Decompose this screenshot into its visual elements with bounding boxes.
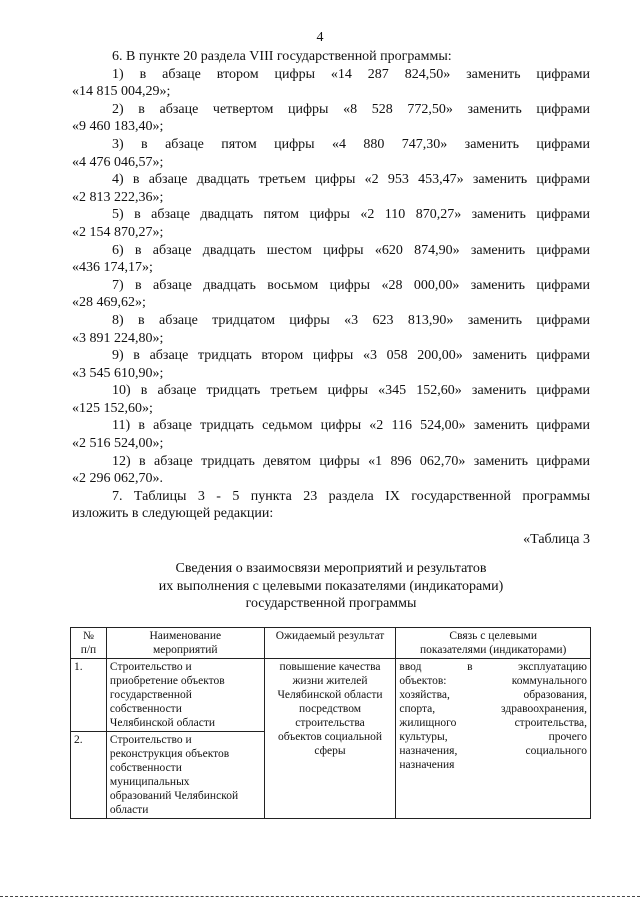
row-number: 1. [71,659,107,732]
paragraph: 9) в абзаце тридцать втором цифры «3 058 200,00» заменить цифрами [112,348,590,364]
document-body [72,48,590,549]
paragraph: 1) в абзаце втором цифры «14 287 824,50» заменить цифрами [112,66,590,82]
paragraph: 10) в абзаце тридцать третьем цифры «345 152,60» заменить цифрами [112,383,590,399]
table-row [71,659,591,732]
header-indicators-link: Связь с целевыми показателями (индикаторами) [396,628,591,659]
paragraph: 3) в абзаце пятом цифры «4 880 747,30» заменить цифрами [112,136,590,152]
paragraph: «4 476 046,57»; [72,154,164,170]
table-header-row [71,628,591,659]
paragraph: 2) в абзаце четвертом цифры «8 528 772,50» заменить цифрами [112,101,590,117]
paragraph: 8) в абзаце тридцатом цифры «3 623 813,90» заменить цифрами [112,312,590,328]
paragraph: 6) в абзаце двадцать шестом цифры «620 874,90» заменить цифрами [112,242,590,258]
table-title: Сведения о взаимосвязи мероприятий и результатов их выполнения с целевыми показателями (индикаторами) государственной программы [158,561,504,611]
paragraph: «2 516 524,00»; [72,436,164,452]
paragraph: «2 813 222,36»; [72,189,164,205]
header-number: № п/п [71,628,107,659]
paragraph: «3 891 224,80»; [72,330,164,346]
header-measure-name: Наименование мероприятий [106,628,264,659]
paragraph: «28 469,62»; [72,295,146,311]
paragraph: 4) в абзаце двадцать третьем цифры «2 953 453,47» заменить цифрами [112,172,590,188]
paragraph: «3 545 610,90»; [72,365,164,381]
paragraph: 11) в абзаце тридцать седьмом цифры «2 116 524,00» заменить цифрами [112,418,590,434]
paragraph: «2 296 062,70». [72,471,163,487]
indicators-link-cell: ввод в эксплуатацию объектов: коммунального хозяйства, образования, спорта, здравоохранения, жилищного строительства, культуры, прочего назначения, социального назначения [396,659,591,819]
paragraph: изложить в следующей редакции: [72,506,274,522]
page-bottom-divider [0,896,640,897]
page-number: 4 [316,30,324,45]
paragraph: 7. Таблицы 3 - 5 пункта 23 раздела IX государственной программы [112,488,590,504]
paragraph: 6. В пункте 20 раздела VIII государственной программы: [112,49,452,64]
paragraph: 5) в абзаце двадцать пятом цифры «2 110 870,27» заменить цифрами [112,207,590,223]
row-number: 2. [71,732,107,819]
paragraph: «125 152,60»; [72,400,153,416]
measures-table [70,627,591,819]
paragraph: «9 460 183,40»; [72,119,164,135]
measure-name: Строительство и реконструкция объектов собственности муниципальных образований Челябинской области [106,732,264,819]
header-expected-result: Ожидаемый результат [264,628,396,659]
measure-name: Строительство и приобретение объектов государственной собственности Челябинской области [106,659,264,732]
paragraph: «14 815 004,29»; [72,84,171,100]
paragraph: 12) в абзаце тридцать девятом цифры «1 896 062,70» заменить цифрами [112,453,590,469]
paragraph: «436 174,17»; [72,260,153,276]
expected-result-cell: повышение качества жизни жителей Челябинской области посредством строительства объектов социальной сферы [264,659,396,819]
table-label: «Таблица 3 [523,532,590,548]
paragraph: 7) в абзаце двадцать восьмом цифры «28 000,00» заменить цифрами [112,277,590,293]
paragraph: «2 154 870,27»; [72,224,164,240]
